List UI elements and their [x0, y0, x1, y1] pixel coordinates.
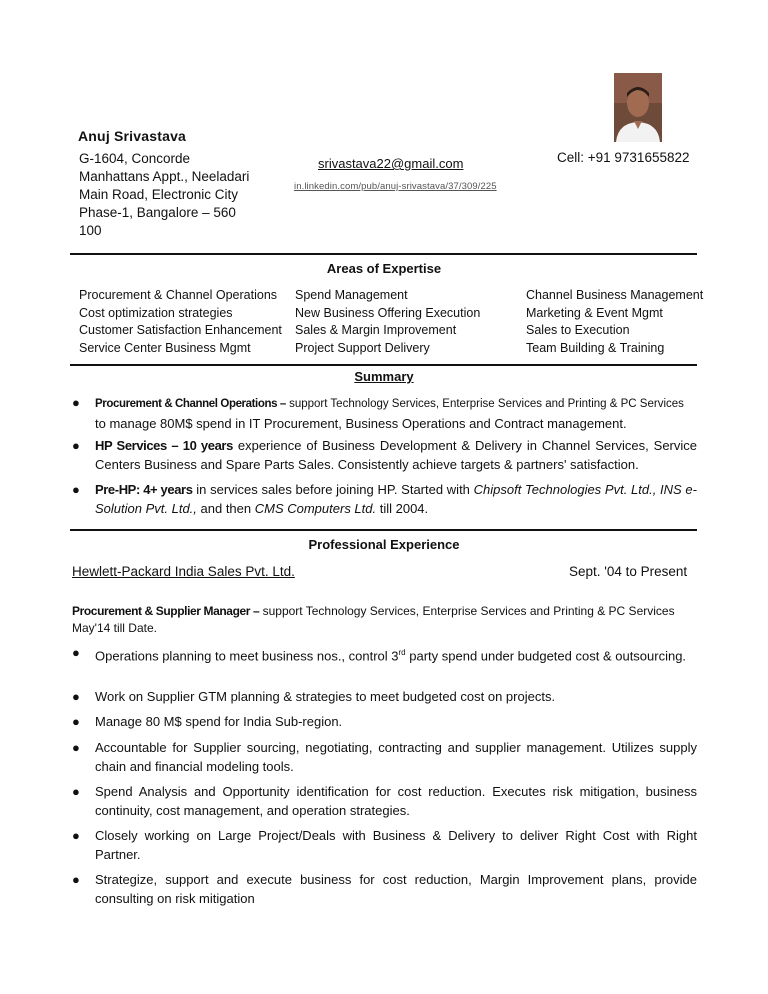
expertise-item: Service Center Business Mgmt: [79, 340, 251, 355]
address-line: Manhattans Appt., Neeladari: [79, 169, 250, 184]
experience-item-text: Operations planning to meet business nos., control 3rd party spend under budgeted cost & outsourcing.: [95, 648, 687, 664]
divider: [70, 253, 697, 255]
summary-item-text: Pre-HP: 4+ years in services sales before joining HP. Started with Chipsoft Technologies Pvt. Ltd., INS e-Solution Pvt. Ltd., and then CMS Computers Ltd. till 2004.: [95, 482, 697, 516]
expertise-item: Marketing & Event Mgmt: [526, 305, 663, 320]
summary-item: [72, 436, 697, 474]
expertise-item: Project Support Delivery: [295, 340, 430, 355]
experience-title: Professional Experience: [308, 537, 460, 552]
bullet-icon: ●: [72, 689, 80, 704]
experience-item: [72, 643, 697, 665]
bullet-icon: ●: [72, 714, 80, 729]
address-block: [79, 150, 269, 240]
experience-item-text: Closely working on Large Project/Deals with Business & Delivery to deliver Right Cost with Right Partner.: [95, 828, 697, 862]
experience-item: [72, 712, 697, 731]
experience-item-text: Accountable for Supplier sourcing, negotiating, contracting and supplier management. Utilizes supply chain and financial modeling tools.: [95, 740, 697, 774]
experience-item-text: Work on Supplier GTM planning & strategies to meet budgeted cost on projects.: [95, 689, 556, 704]
expertise-item: Sales to Execution: [526, 323, 630, 337]
bullet-icon: ●: [72, 872, 80, 887]
role-title: Procurement & Supplier Manager –: [72, 604, 260, 618]
expertise-item: Procurement & Channel Operations: [79, 288, 278, 302]
expertise-item: Spend Management: [295, 288, 408, 302]
address-line: Main Road, Electronic City: [79, 187, 239, 202]
summary-item-text: HP Services – 10 years experience of Business Development & Delivery in Channel Services, Service Centers Business and Spare Parts Sales. Consistently achieve targets & partners' satisfaction.: [95, 438, 697, 472]
experience-item: [72, 782, 697, 820]
bullet-icon: ●: [72, 784, 80, 799]
company-name: Hewlett-Packard India Sales Pvt. Ltd.: [72, 564, 295, 579]
bullet-icon: ●: [72, 645, 80, 660]
address-line: 100: [79, 223, 102, 238]
expertise-item: Team Building & Training: [526, 340, 665, 355]
cell-phone: Cell: +91 9731655822: [557, 150, 690, 165]
profile-photo: [614, 73, 662, 142]
bullet-icon: ●: [72, 828, 80, 843]
expertise-item: New Business Offering Execution: [295, 305, 481, 320]
employment-dates: Sept. '04 to Present: [569, 564, 688, 579]
experience-item: [72, 826, 697, 864]
summary-item: [72, 393, 697, 433]
expertise-column-2: [295, 287, 480, 357]
experience-item: [72, 870, 697, 908]
role-date: May'14 till Date.: [72, 621, 157, 635]
summary-item-text: Procurement & Channel Operations – support Technology Services, Enterprise Services and Printing & PC Services to manage 80M$ spend in IT Procurement, Business Operations and Contract management.: [95, 398, 684, 431]
address-line: Phase-1, Bangalore – 560: [79, 205, 236, 220]
summary-title: Summary: [354, 369, 414, 384]
role-heading: [72, 603, 702, 637]
bullet-icon: ●: [72, 740, 80, 755]
expertise-item: Channel Business Management: [526, 288, 704, 302]
experience-item-text: Spend Analysis and Opportunity identification for cost reduction. Executes risk mitigation, business continuity, cost management, and operation strategies.: [95, 784, 697, 818]
bullet-icon: ●: [72, 482, 80, 497]
divider: [70, 364, 697, 366]
experience-item: [72, 738, 697, 776]
bullet-icon: ●: [72, 395, 80, 410]
experience-item: [72, 687, 697, 706]
expertise-item: Cost optimization strategies: [79, 305, 233, 320]
role-scope: support Technology Services, Enterprise Services and Printing & PC Services: [259, 604, 675, 618]
experience-item-text: Manage 80 M$ spend for India Sub-region.: [95, 714, 343, 729]
email-link[interactable]: srivastava22@gmail.com: [318, 156, 464, 171]
expertise-column-1: [79, 287, 282, 357]
address-line: G-1604, Concorde: [79, 151, 191, 166]
divider: [70, 529, 697, 531]
expertise-title: Areas of Expertise: [326, 261, 442, 276]
expertise-item: Sales & Margin Improvement: [295, 323, 457, 337]
linkedin-link[interactable]: in.linkedin.com/pub/anuj-srivastava/37/309/225: [294, 181, 497, 192]
summary-item: [72, 480, 697, 518]
bullet-icon: ●: [72, 438, 80, 453]
experience-item-text: Strategize, support and execute business for cost reduction, Margin Improvement plans, provide consulting on risk mitigation: [95, 872, 697, 906]
candidate-name: Anuj Srivastava: [78, 128, 187, 144]
expertise-item: Customer Satisfaction Enhancement: [79, 323, 282, 337]
expertise-column-3: [526, 287, 703, 357]
